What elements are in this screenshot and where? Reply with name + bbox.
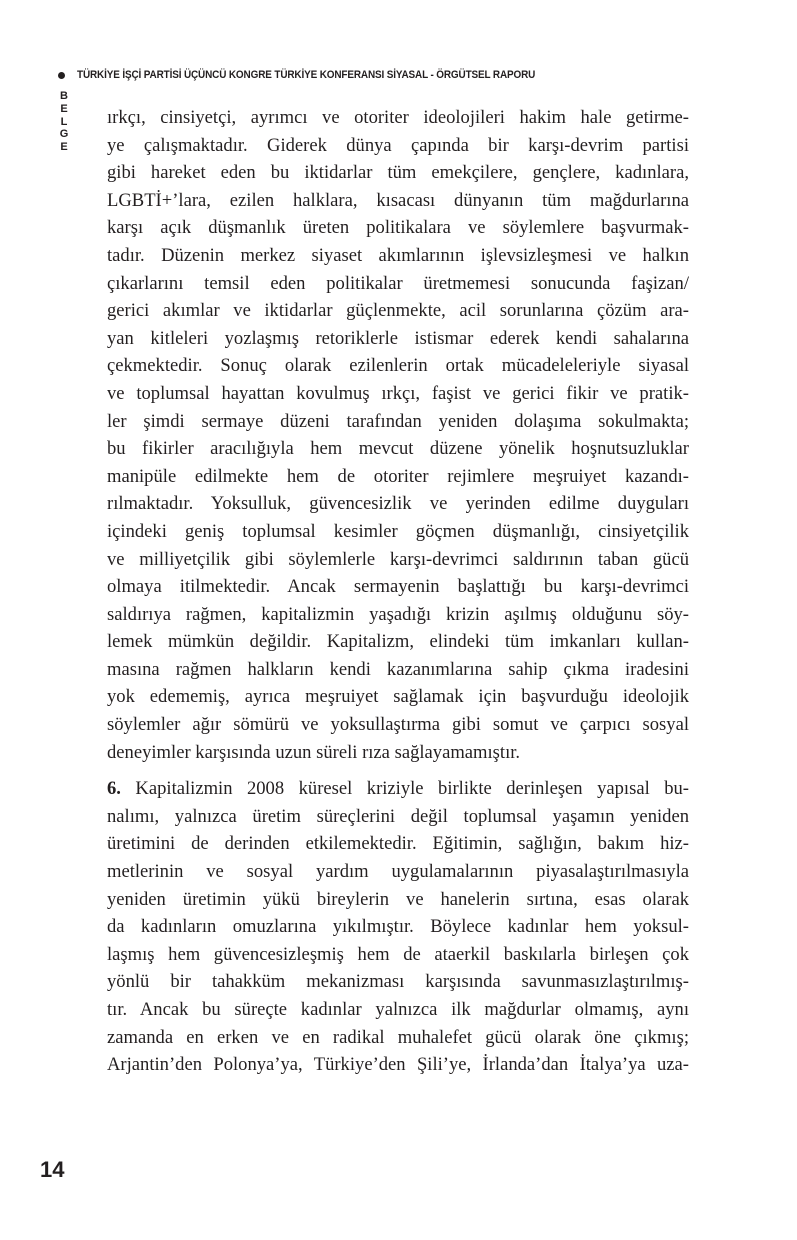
text-line: yok edememiş, ayrıca meşruiyet sağlamak için başvurduğu ideolojik: [107, 686, 689, 708]
running-header: [58, 66, 564, 84]
text-line: rılmaktadır. Yoksulluk, güvencesizlik ve yerinden edilme duyguları: [107, 493, 689, 515]
text-line: tır. Ancak bu süreçte kadınlar yalnızca ilk mağdurlar olmamış, aynı: [107, 999, 689, 1020]
side-label-letter: L: [60, 115, 68, 128]
paragraph-1: [107, 104, 689, 766]
text-line: ye çalışmaktadır. Giderek dünya çapında bir karşı-devrim partisi: [107, 134, 689, 156]
page-number: 14: [40, 1157, 65, 1182]
text-line: laşmış hem güvencesizleşmiş hem de ataerkil baskılarla birleşen çok: [107, 943, 689, 965]
text-line: çıkarlarını temsil eden politikalar üretmemesi sonucunda faşizan/: [107, 272, 689, 294]
text-line: gibi hareket eden bu iktidarlar tüm emekçilere, gençlere, kadınlara,: [107, 162, 689, 184]
text-line: üretimini de derinden etkilemektedir. Eğitimin, sağlığın, bakım hiz-: [107, 833, 689, 855]
paragraph-gap: [107, 766, 689, 775]
side-label-letter: E: [60, 102, 68, 115]
text-line: ve milliyetçilik gibi söylemlerle karşı-devrimci saldırının taban gücü: [107, 548, 689, 570]
text-line: lemek mümkün değildir. Kapitalizm, elindeki tüm imkanları kullan-: [107, 631, 689, 653]
text-line: LGBTİ+’lara, ezilen halklara, kısacası dünyanın tüm mağdurlarına: [107, 189, 689, 211]
bullet-dot-icon: [58, 72, 65, 79]
text-line: içindeki geniş toplumsal kesimler göçmen düşmanlığı, cinsiyetçilik: [107, 520, 689, 542]
side-label-letter: B: [60, 90, 68, 102]
running-header-title: TÜRKİYE İŞÇİ PARTİSİ ÜÇÜNCÜ KONGRE TÜRKİYE KONFERANSI SİYASAL - ÖRGÜTSEL RAPORU: [77, 69, 536, 81]
text-line: ler şimdi sermaye düzeni tarafından yeniden dolaşıma sokulmakta;: [107, 410, 689, 432]
text-line: bu fikirler aracılığıyla hem mevcut düzene yönelik hoşnutsuzluklar: [107, 438, 689, 460]
side-label-letter: E: [60, 141, 68, 154]
text-line: yeniden üretimin yükü bireylerin ve hanelerin sırtına, esas olarak: [107, 888, 689, 910]
text-line: ırkçı, cinsiyetçi, ayrımcı ve otoriter ideolojileri hakim hale getirme-: [107, 107, 689, 128]
body-text: [107, 104, 689, 1079]
text-line: ve toplumsal hayattan kovulmuş ırkçı, faşist ve gerici fikir ve pratik-: [107, 382, 689, 404]
text-line-rest: Kapitalizmin 2008 küresel kriziyle birlikte derinleşen yapısal bu-: [120, 778, 689, 800]
text-line: da kadınların omuzlarına yıkılmıştır. Böylece kadınlar hem yoksul-: [107, 916, 689, 938]
text-line: gerici akımlar ve iktidarlar güçlenmekte, acil sorunlarına çözüm ara-: [107, 300, 689, 322]
text-line: deneyimler karşısında uzun süreli rıza sağlayamamıştır.: [107, 741, 521, 763]
text-line: masına rağmen halkların kendi kazanımlarına sahip çıkma iradesini: [107, 658, 689, 680]
text-line: manipüle edilmekte hem de otoriter rejimlere meşruiyet kazandı-: [107, 465, 689, 487]
text-line: çekmektedir. Sonuç olarak ezilenlerin ortak mücadeleleriyle siyasal: [107, 355, 689, 377]
text-line: yönlü bir tahakküm mekanizması karşısında savunmasızlaştırılmış-: [107, 971, 689, 993]
text-line: söylemler ağır sömürü ve yoksullaştırma gibi somut ve çarpıcı sosyal: [107, 714, 689, 736]
text-line: nalımı, yalnızca üretim süreçlerini değil toplumsal yaşamın yeniden: [107, 805, 689, 827]
text-line: yan kitleleri yozlaşmış retoriklerle istismar ederek kendi sahalarına: [107, 327, 689, 349]
text-line: saldırıya rağmen, kapitalizmin yaşadığı krizin aşılmış olduğunu söy-: [107, 603, 689, 625]
text-line: zamanda en erken ve en radikal muhalefet gücü olarak öne çıkmış;: [107, 1026, 689, 1048]
paragraph-2: [107, 775, 689, 1079]
text-line: tadır. Düzenin merkez siyaset akımlarının işlevsizleşmesi ve halkın: [107, 244, 689, 266]
text-line: [107, 775, 689, 803]
text-line: olmaya itilmektedir. Ancak sermayenin başlattığı bu karşı-devrimci: [107, 576, 689, 598]
side-section-label: [58, 90, 70, 154]
paragraph-number: 6.: [107, 778, 121, 800]
text-line: metlerinin ve sosyal yardım uygulamalarının piyasalaştırılmasıyla: [107, 861, 689, 883]
text-line: Arjantin’den Polonya’ya, Türkiye’den Şili’ye, İrlanda’dan İtalya’ya uza-: [107, 1054, 689, 1076]
side-label-letter: G: [59, 128, 69, 141]
text-line: karşı açık düşmanlık üreten politikalara ve söylemlere başvurmak-: [107, 217, 689, 239]
